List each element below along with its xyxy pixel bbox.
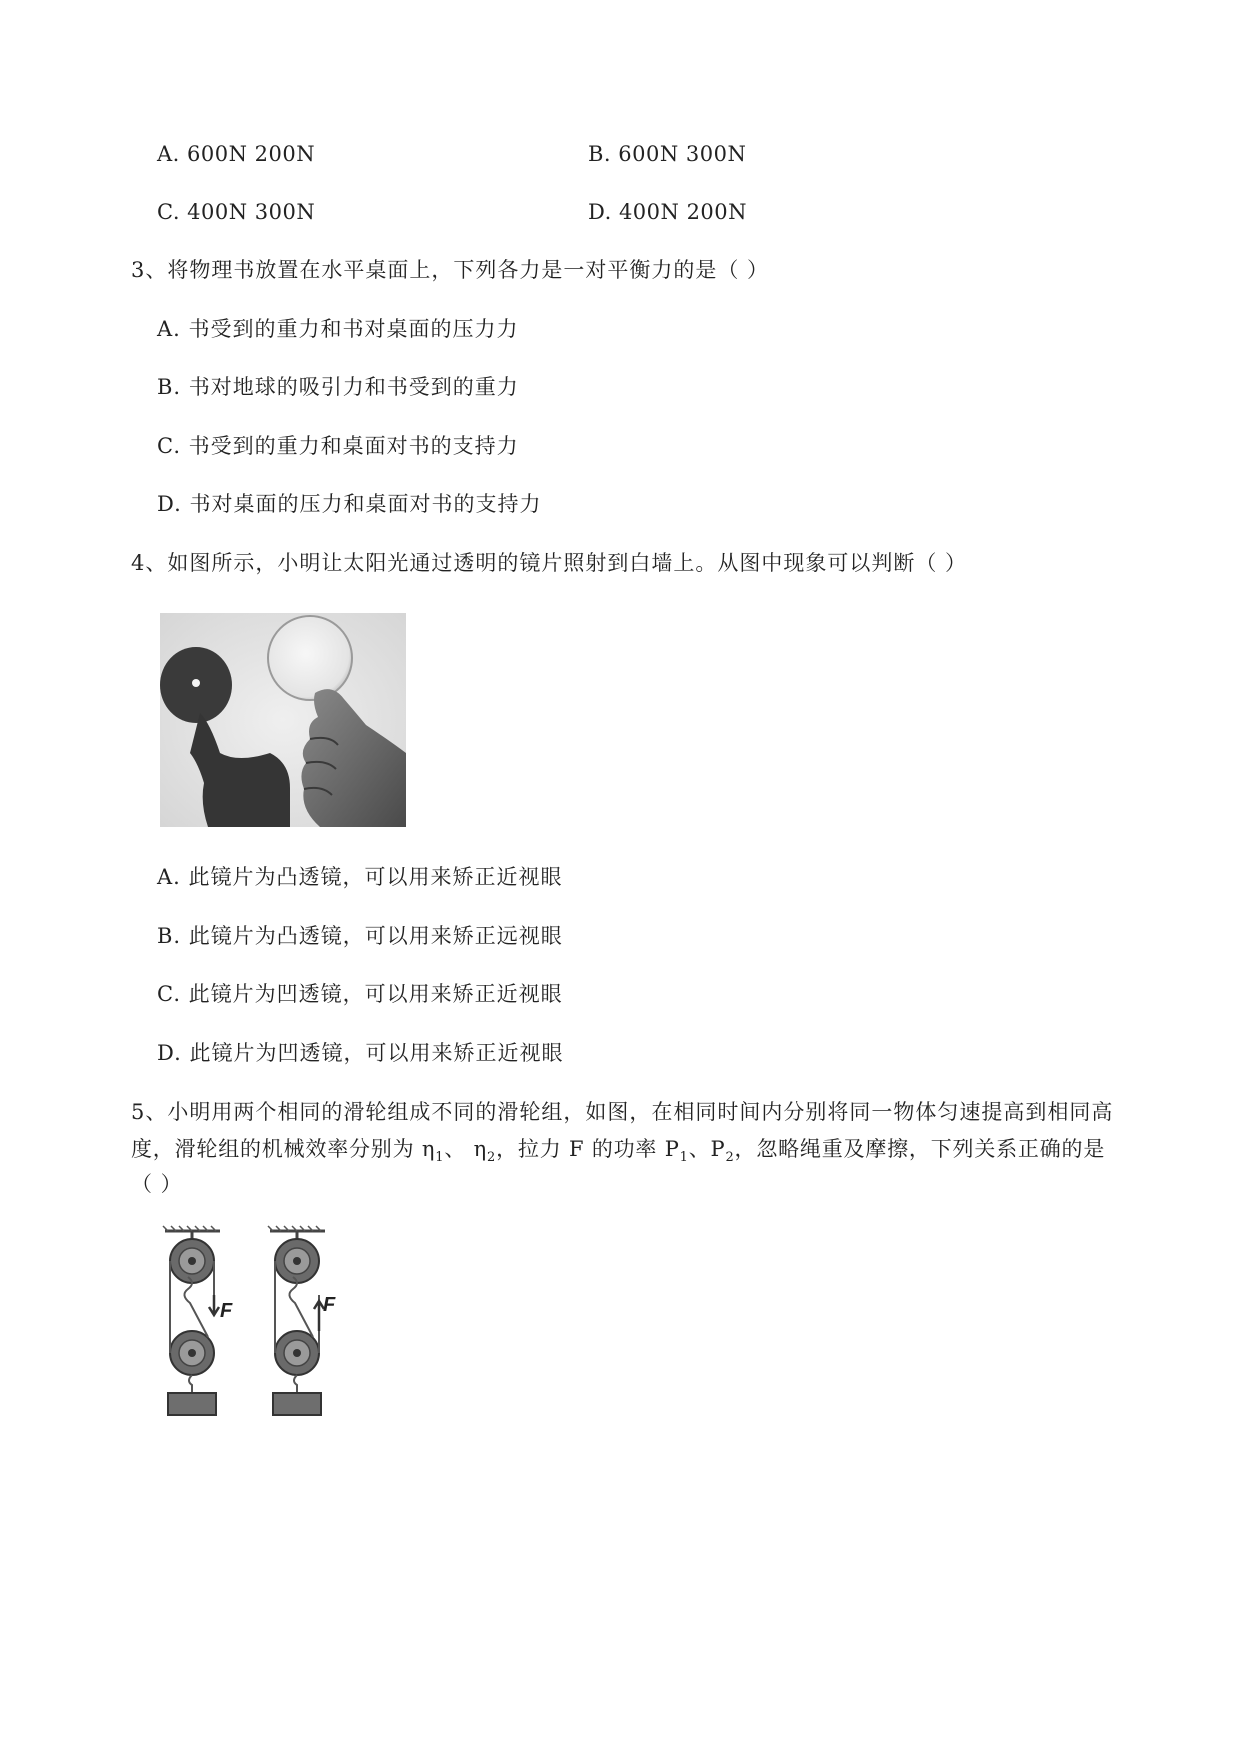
q5-separator-2: 、P xyxy=(688,1137,726,1161)
q5-stem-line2 xyxy=(131,1135,1105,1172)
q4-option-d: D. 此镜片为凹透镜，可以用来矫正近视眼 xyxy=(157,1041,564,1065)
q3-option-c: C. 书受到的重力和桌面对书的支持力 xyxy=(157,434,519,458)
pulley-diagram xyxy=(160,1225,370,1420)
q3-stem: 3、将物理书放置在水平桌面上，下列各力是一对平衡力的是（ ） xyxy=(131,258,770,282)
q3-option-b: B. 书对地球的吸引力和书受到的重力 xyxy=(157,375,519,399)
q3-option-a: A. 书受到的重力和书对桌面的压力力 xyxy=(157,317,519,341)
pulley-system-right xyxy=(268,1226,325,1415)
force-label-right: F xyxy=(323,1294,336,1316)
force-label-left: F xyxy=(220,1300,233,1322)
q2-option-c: C. 400N 300N xyxy=(157,200,316,224)
pulley-system-left xyxy=(163,1226,220,1415)
eta1-subscript: 1 xyxy=(435,1150,445,1166)
q2-option-b: B. 600N 300N xyxy=(588,142,747,166)
q4-option-c: C. 此镜片为凹透镜，可以用来矫正近视眼 xyxy=(157,982,563,1006)
q5-line2-part-a: 度，滑轮组的机械效率分别为 η xyxy=(131,1137,436,1161)
eta2-subscript: 2 xyxy=(487,1150,497,1166)
p1-subscript: 1 xyxy=(679,1150,689,1166)
q5-stem-line1: 5、小明用两个相同的滑轮组成不同的滑轮组，如图，在相同时间内分别将同一物体匀速提高到相同高 xyxy=(131,1100,1114,1124)
q4-option-b: B. 此镜片为凸透镜，可以用来矫正远视眼 xyxy=(157,924,563,948)
q3-option-d: D. 书对桌面的压力和桌面对书的支持力 xyxy=(157,492,542,516)
q5-stem-line3: （ ） xyxy=(131,1172,183,1196)
q5-separator-1: 、 η xyxy=(444,1137,488,1161)
q2-option-d: D. 400N 200N xyxy=(588,200,748,224)
q4-option-a: A. 此镜片为凸透镜，可以用来矫正近视眼 xyxy=(157,865,563,889)
q4-stem: 4、如图所示，小明让太阳光通过透明的镜片照射到白墙上。从图中现象可以判断（ ） xyxy=(131,551,968,575)
lens-photo xyxy=(160,613,406,827)
p2-subscript: 2 xyxy=(725,1150,735,1166)
q5-line2-part-b: ，拉力 F 的功率 P xyxy=(496,1137,680,1161)
q5-line2-part-c: ，忽略绳重及摩擦，下列关系正确的是 xyxy=(734,1137,1106,1161)
q2-option-a: A. 600N 200N xyxy=(157,142,316,166)
